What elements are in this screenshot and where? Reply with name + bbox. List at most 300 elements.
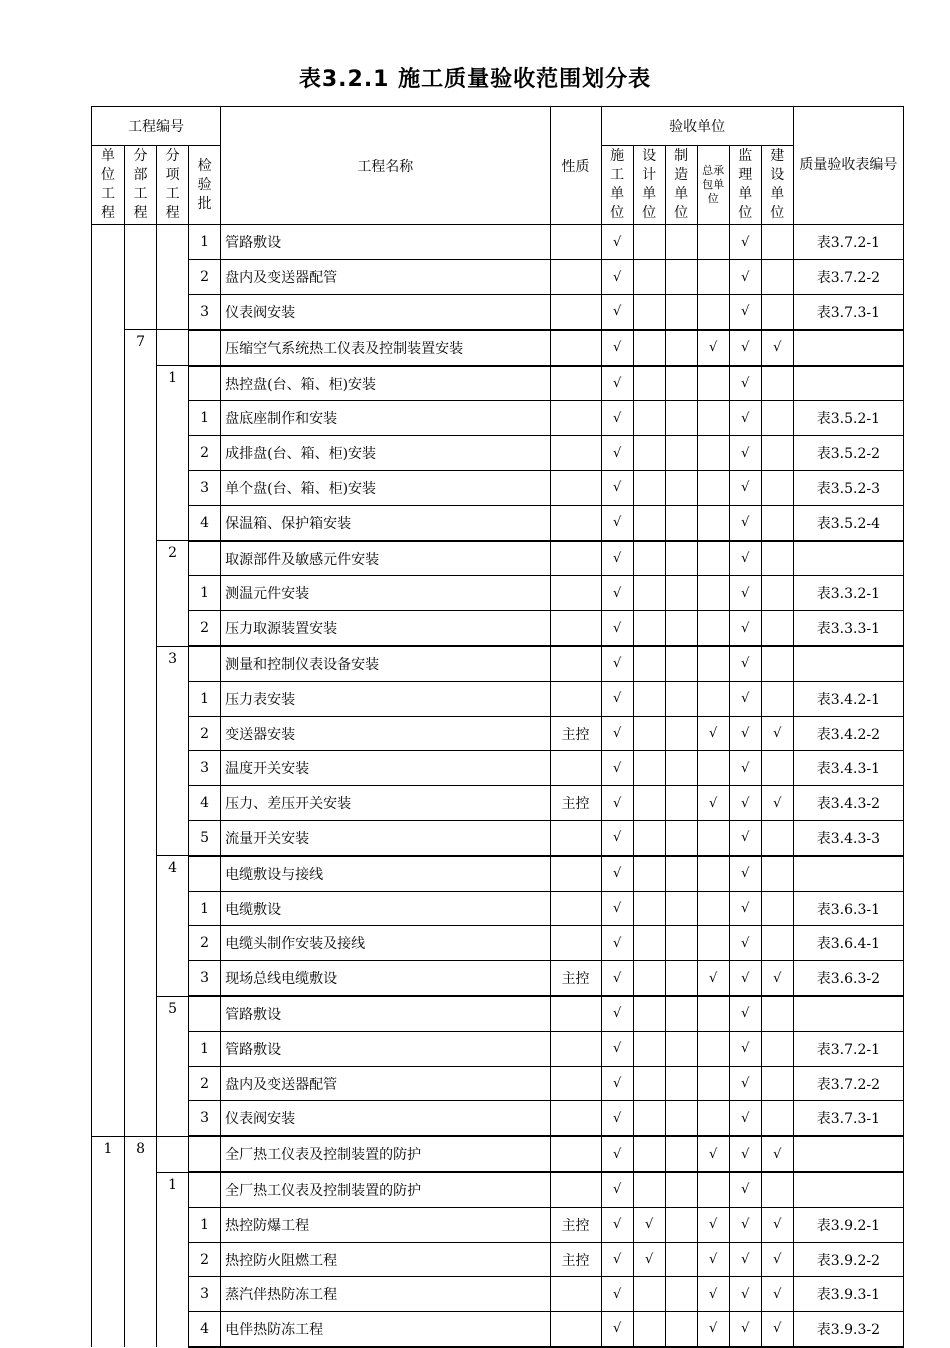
owner-check-cell [761,996,793,1031]
owner-check-cell: √ [761,1242,793,1277]
design-check-cell [633,1136,665,1172]
unit-code-cell [92,366,125,401]
construction-check-cell: √ [601,611,633,646]
batch-code-cell: 4 [189,1312,221,1347]
nature-cell [550,576,601,611]
header-nature: 性质 [550,107,601,225]
item-code-cell [157,681,189,716]
part-code-cell [125,1207,157,1242]
construction-check-cell: √ [601,295,633,330]
table-row [92,330,904,366]
manufacture-check-cell [665,260,697,295]
construction-check-cell: √ [601,401,633,436]
batch-code-cell: 3 [189,1101,221,1136]
batch-code-cell: 2 [189,1066,221,1101]
nature-cell [550,1172,601,1207]
construction-check-cell: √ [601,646,633,681]
acceptance-scope-table [91,106,904,1348]
construction-check-cell: √ [601,961,633,996]
owner-check-cell [761,505,793,540]
general-check-cell [697,1172,729,1207]
nature-cell [550,436,601,471]
batch-code-cell: 2 [189,260,221,295]
item-code-cell: 4 [157,856,189,891]
supervision-check-cell: √ [729,330,761,366]
part-code-cell [125,436,157,471]
table-row [92,1066,904,1101]
construction-check-cell: √ [601,716,633,751]
table-header [92,107,904,225]
general-check-cell [697,751,729,786]
manufacture-check-cell [665,366,697,401]
nature-cell [550,330,601,366]
form-number-cell: 表3.4.3-3 [793,821,903,856]
nature-cell [550,611,601,646]
header-inspection-batch [189,146,221,225]
general-check-cell [697,1031,729,1066]
form-number-cell: 表3.5.2-2 [793,436,903,471]
form-number-cell: 表3.4.3-2 [793,786,903,821]
construction-check-cell: √ [601,1031,633,1066]
owner-check-cell [761,1031,793,1066]
manufacture-check-cell [665,1207,697,1242]
table-row [92,576,904,611]
general-check-cell [697,471,729,506]
part-code-cell [125,961,157,996]
form-number-cell [793,1172,903,1207]
supervision-check-cell: √ [729,541,761,576]
design-check-cell [633,821,665,856]
unit-code-cell [92,786,125,821]
form-number-cell: 表3.9.2-1 [793,1207,903,1242]
project-name-cell: 电缆敷设 [221,891,550,926]
acceptance-scope-table-wrap [91,106,904,1348]
batch-code-cell: 3 [189,961,221,996]
nature-cell: 主控 [550,1207,601,1242]
unit-code-cell [92,611,125,646]
design-check-cell [633,1172,665,1207]
form-number-cell: 表3.9.3-2 [793,1312,903,1347]
item-code-cell: 1 [157,1172,189,1207]
table-row [92,961,904,996]
batch-code-cell [189,646,221,681]
table-row [92,471,904,506]
unit-code-cell [92,891,125,926]
item-code-cell [157,225,189,260]
item-code-cell [157,926,189,961]
part-code-cell [125,1242,157,1277]
form-number-cell: 表3.3.2-1 [793,576,903,611]
design-check-cell [633,786,665,821]
design-check-cell [633,856,665,891]
header-manufacture-unit [665,146,697,225]
general-check-cell [697,681,729,716]
owner-check-cell: √ [761,1136,793,1172]
construction-check-cell: √ [601,436,633,471]
table-row [92,821,904,856]
manufacture-check-cell [665,541,697,576]
manufacture-check-cell [665,751,697,786]
table-row [92,366,904,401]
form-number-cell: 表3.6.4-1 [793,926,903,961]
owner-check-cell [761,856,793,891]
supervision-check-cell: √ [729,786,761,821]
general-check-cell: √ [697,786,729,821]
unit-code-cell [92,541,125,576]
owner-check-cell [761,401,793,436]
construction-check-cell: √ [601,330,633,366]
item-code-cell [157,401,189,436]
item-code-cell [157,1031,189,1066]
item-code-cell [157,330,189,366]
general-check-cell: √ [697,961,729,996]
batch-code-cell [189,856,221,891]
general-check-cell: √ [697,1312,729,1347]
table-row [92,1277,904,1312]
project-name-cell: 热控防爆工程 [221,1207,550,1242]
owner-check-cell: √ [761,1207,793,1242]
nature-cell [550,926,601,961]
construction-check-cell: √ [601,786,633,821]
general-check-cell [697,1066,729,1101]
supervision-check-cell: √ [729,891,761,926]
owner-check-cell: √ [761,330,793,366]
nature-cell [550,646,601,681]
batch-code-cell: 3 [189,751,221,786]
item-code-cell: 3 [157,646,189,681]
part-code-cell [125,891,157,926]
header-supervision-unit-text: 监理单位 [738,148,753,221]
part-code-cell [125,1066,157,1101]
nature-cell: 主控 [550,1242,601,1277]
construction-check-cell: √ [601,366,633,401]
unit-code-cell [92,961,125,996]
design-check-cell [633,1277,665,1312]
construction-check-cell: √ [601,681,633,716]
item-code-cell [157,611,189,646]
manufacture-check-cell [665,1066,697,1101]
project-name-cell: 成排盘(台、箱、柜)安装 [221,436,550,471]
nature-cell [550,1277,601,1312]
item-code-cell [157,576,189,611]
unit-code-cell [92,646,125,681]
part-code-cell [125,1101,157,1136]
design-check-cell: √ [633,1207,665,1242]
general-check-cell [697,505,729,540]
unit-code-cell [92,716,125,751]
table-row [92,505,904,540]
owner-check-cell [761,681,793,716]
construction-check-cell: √ [601,996,633,1031]
table-row [92,260,904,295]
table-row [92,1101,904,1136]
project-name-cell: 盘内及变送器配管 [221,260,550,295]
project-name-cell: 全厂热工仪表及控制装置的防护 [221,1136,550,1172]
owner-check-cell [761,295,793,330]
owner-check-cell [761,926,793,961]
supervision-check-cell: √ [729,996,761,1031]
construction-check-cell: √ [601,505,633,540]
item-code-cell [157,961,189,996]
part-code-cell [125,260,157,295]
general-check-cell [697,821,729,856]
header-construction-unit-text: 施工单位 [610,148,625,221]
batch-code-cell: 1 [189,1207,221,1242]
header-project-code: 工程编号 [92,107,221,146]
part-code-cell [125,646,157,681]
item-code-cell: 5 [157,996,189,1031]
form-number-cell: 表3.7.2-1 [793,1031,903,1066]
item-code-cell [157,505,189,540]
part-code-cell: 7 [125,330,157,366]
table-row [92,751,904,786]
part-code-cell [125,401,157,436]
design-check-cell [633,1312,665,1347]
table-row [92,786,904,821]
unit-code-cell [92,1066,125,1101]
supervision-check-cell: √ [729,260,761,295]
design-check-cell [633,1066,665,1101]
nature-cell [550,225,601,260]
supervision-check-cell: √ [729,1277,761,1312]
part-code-cell [125,611,157,646]
project-name-cell: 仪表阀安装 [221,1101,550,1136]
owner-check-cell [761,260,793,295]
header-unit-project-text: 单位工程 [101,148,116,221]
part-code-cell [125,821,157,856]
owner-check-cell [761,436,793,471]
project-name-cell: 压缩空气系统热工仪表及控制装置安装 [221,330,550,366]
nature-cell: 主控 [550,786,601,821]
project-name-cell: 管路敷设 [221,1031,550,1066]
header-supervision-unit [729,146,761,225]
owner-check-cell [761,366,793,401]
supervision-check-cell: √ [729,1242,761,1277]
nature-cell [550,1101,601,1136]
general-check-cell [697,646,729,681]
project-name-cell: 管路敷设 [221,996,550,1031]
design-check-cell [633,401,665,436]
design-check-cell [633,505,665,540]
supervision-check-cell: √ [729,576,761,611]
unit-code-cell [92,576,125,611]
general-check-cell [697,611,729,646]
manufacture-check-cell [665,576,697,611]
general-check-cell [697,576,729,611]
design-check-cell [633,366,665,401]
unit-code-cell [92,1207,125,1242]
batch-code-cell: 2 [189,611,221,646]
manufacture-check-cell [665,471,697,506]
general-check-cell: √ [697,1277,729,1312]
nature-cell [550,891,601,926]
part-code-cell [125,295,157,330]
batch-code-cell: 3 [189,295,221,330]
construction-check-cell: √ [601,926,633,961]
supervision-check-cell: √ [729,1172,761,1207]
manufacture-check-cell [665,821,697,856]
project-name-cell: 电缆敷设与接线 [221,856,550,891]
construction-check-cell: √ [601,225,633,260]
unit-code-cell [92,295,125,330]
unit-code-cell [92,505,125,540]
construction-check-cell: √ [601,1312,633,1347]
item-code-cell [157,260,189,295]
form-number-cell [793,330,903,366]
header-project-name: 工程名称 [221,107,550,225]
page-title: 表3.2.1 施工质量验收范围划分表 [298,67,652,92]
manufacture-check-cell [665,401,697,436]
general-check-cell [697,1101,729,1136]
design-check-cell [633,751,665,786]
form-number-cell: 表3.7.3-1 [793,295,903,330]
header-form-number [793,107,903,225]
project-name-cell: 压力、差压开关安装 [221,786,550,821]
manufacture-check-cell [665,716,697,751]
table-row [92,1312,904,1347]
batch-code-cell: 4 [189,505,221,540]
table-row [92,681,904,716]
batch-code-cell [189,1172,221,1207]
nature-cell [550,1312,601,1347]
part-code-cell [125,681,157,716]
construction-check-cell: √ [601,856,633,891]
manufacture-check-cell [665,646,697,681]
construction-check-cell: √ [601,576,633,611]
construction-check-cell: √ [601,1136,633,1172]
header-owner-unit [761,146,793,225]
header-form-number-text: 质量验收表编号 [799,157,898,173]
project-name-cell: 测温元件安装 [221,576,550,611]
design-check-cell [633,961,665,996]
general-check-cell [697,260,729,295]
batch-code-cell: 2 [189,716,221,751]
batch-code-cell: 1 [189,681,221,716]
table-row [92,541,904,576]
part-code-cell [125,1277,157,1312]
item-code-cell [157,821,189,856]
owner-check-cell [761,1172,793,1207]
table-row [92,856,904,891]
form-number-cell [793,996,903,1031]
unit-code-cell [92,401,125,436]
batch-code-cell: 2 [189,926,221,961]
construction-check-cell: √ [601,1101,633,1136]
nature-cell [550,366,601,401]
manufacture-check-cell [665,1172,697,1207]
form-number-cell: 表3.9.3-1 [793,1277,903,1312]
table-row [92,996,904,1031]
part-code-cell [125,1031,157,1066]
table-row [92,891,904,926]
manufacture-check-cell [665,1031,697,1066]
construction-check-cell: √ [601,471,633,506]
part-code-cell: 8 [125,1136,157,1172]
design-check-cell [633,681,665,716]
unit-code-cell [92,225,125,260]
item-code-cell [157,891,189,926]
batch-code-cell: 3 [189,1277,221,1312]
unit-code-cell [92,1277,125,1312]
header-inspection-batch-text: 检验批 [197,157,212,212]
supervision-check-cell: √ [729,505,761,540]
supervision-check-cell: √ [729,295,761,330]
project-name-cell: 单个盘(台、箱、柜)安装 [221,471,550,506]
nature-cell [550,856,601,891]
batch-code-cell: 2 [189,436,221,471]
form-number-cell [793,1136,903,1172]
unit-code-cell [92,1101,125,1136]
manufacture-check-cell [665,436,697,471]
form-number-cell: 表3.5.2-4 [793,505,903,540]
unit-code-cell [92,260,125,295]
nature-cell [550,295,601,330]
nature-cell [550,505,601,540]
general-check-cell: √ [697,1242,729,1277]
part-code-cell [125,751,157,786]
header-unit-project [92,146,125,225]
item-code-cell [157,1101,189,1136]
supervision-check-cell: √ [729,1312,761,1347]
supervision-check-cell: √ [729,821,761,856]
construction-check-cell: √ [601,1172,633,1207]
manufacture-check-cell [665,996,697,1031]
supervision-check-cell: √ [729,366,761,401]
general-check-cell: √ [697,330,729,366]
item-code-cell [157,716,189,751]
design-check-cell [633,471,665,506]
part-code-cell [125,856,157,891]
header-general-contractor-text: 总承包单位 [702,164,725,205]
owner-check-cell: √ [761,716,793,751]
part-code-cell [125,366,157,401]
item-code-cell: 1 [157,366,189,401]
project-name-cell: 温度开关安装 [221,751,550,786]
general-check-cell [697,436,729,471]
table-row [92,1242,904,1277]
general-check-cell [697,856,729,891]
form-number-cell [793,541,903,576]
nature-cell [550,996,601,1031]
nature-cell [550,821,601,856]
batch-code-cell: 1 [189,401,221,436]
unit-code-cell [92,681,125,716]
project-name-cell: 变送器安装 [221,716,550,751]
header-subitem-project-text: 分项工程 [165,148,180,221]
design-check-cell [633,1101,665,1136]
design-check-cell [633,646,665,681]
table-row [92,646,904,681]
owner-check-cell [761,751,793,786]
unit-code-cell [92,751,125,786]
supervision-check-cell: √ [729,1136,761,1172]
form-number-cell [793,366,903,401]
batch-code-cell [189,996,221,1031]
part-code-cell [125,926,157,961]
table-row [92,1136,904,1172]
batch-code-cell: 2 [189,1242,221,1277]
form-number-cell [793,856,903,891]
design-check-cell [633,1031,665,1066]
construction-check-cell: √ [601,260,633,295]
general-check-cell: √ [697,1136,729,1172]
batch-code-cell [189,1136,221,1172]
part-code-cell [125,1172,157,1207]
batch-code-cell [189,541,221,576]
design-check-cell [633,260,665,295]
item-code-cell [157,1066,189,1101]
design-check-cell [633,891,665,926]
